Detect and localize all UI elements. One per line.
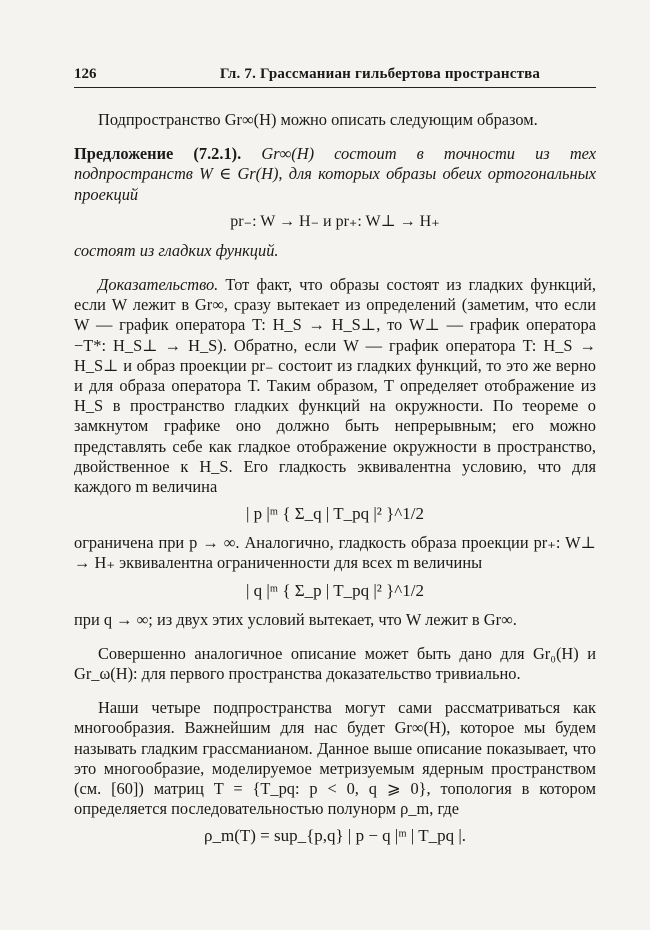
- proof-label: Доказательство.: [98, 275, 219, 295]
- proposition-end: состоят из гладких функций.: [74, 240, 279, 260]
- paragraph-2: Совершенно аналогичное описание может быть дано для Gr₀(H) и Gr_ω(H): для первого пространства доказательство тривиально.: [74, 643, 596, 684]
- formula-1: | p |ᵐ { Σ_q | T_pq |² }^1/2: [245, 504, 424, 524]
- proof-text-2: ограничена при p → ∞. Аналогично, гладкость образа проекции pr₊: W⊥ → H₊ эквивалентна ограниченности для всех m величины: [74, 533, 596, 573]
- proposition-formula: pr₋: W → H₋ и pr₊: W⊥ → H₊: [230, 212, 440, 230]
- proposition-paragraph: [74, 144, 596, 205]
- proof-text-3: при q → ∞; из двух этих условий вытекает, что W лежит в Gr∞.: [74, 609, 517, 629]
- proof-text-1: Тот факт, что образы состоят из гладких функций, если W лежит в Gr∞, сразу вытекает из определений (заметим, что если W — график оператора T: H_S → H_S⊥, то W⊥ — график оператора −T*: H_S⊥ → H_S). Обратно, если W — график оператора T: H_S → H_S⊥ и образ проекции pr₋ состоит из гладких функций, то это же верно и для образа оператора T. Таким образом, T определяет отображение из H_S в пространство гладких функций на окружности. По теореме о замкнутом графике оно должно быть непрерывным; его можно представлять себе как гладкое отображение окружности в пространство, двойственное к H_S. Его гладкость эквивалентна условию, что для каждого m величина: [74, 275, 596, 497]
- running-header: [74, 66, 596, 88]
- chapter-title: Гл. 7. Грассманиан гильбертова пространства: [219, 66, 541, 82]
- proposition-text: Gr∞(H) состоит в точности из тех подпространств W ∈ Gr(H), для которых образы обеих ортогональных проекций: [74, 144, 596, 204]
- proof-paragraph: [74, 275, 596, 497]
- page: [74, 66, 596, 855]
- paragraph-3: Наши четыре подпространства могут сами рассматриваться как многообразия. Важнейшим для нас будет Gr∞(H), которое мы будем называть гладким грассманианом. Данное выше описание показывает, что это многообразие, моделируемое метризуемым ядерным пространством (см. [60]) матриц T = {T_pq: p < 0, q ⩾ 0}, топология в котором определяется последовательностью полунорм ρ_m, где: [74, 698, 596, 819]
- formula-3: ρ_m(T) = sup_{p,q} | p − q |ᵐ | T_pq |.: [203, 826, 467, 846]
- proposition-label: Предложение (7.2.1).: [74, 144, 242, 164]
- formula-2: | q |ᵐ { Σ_p | T_pq |² }^1/2: [245, 580, 424, 600]
- page-number: 126: [74, 66, 97, 82]
- intro-paragraph: Подпространство Gr∞(H) можно описать следующим образом.: [98, 110, 538, 129]
